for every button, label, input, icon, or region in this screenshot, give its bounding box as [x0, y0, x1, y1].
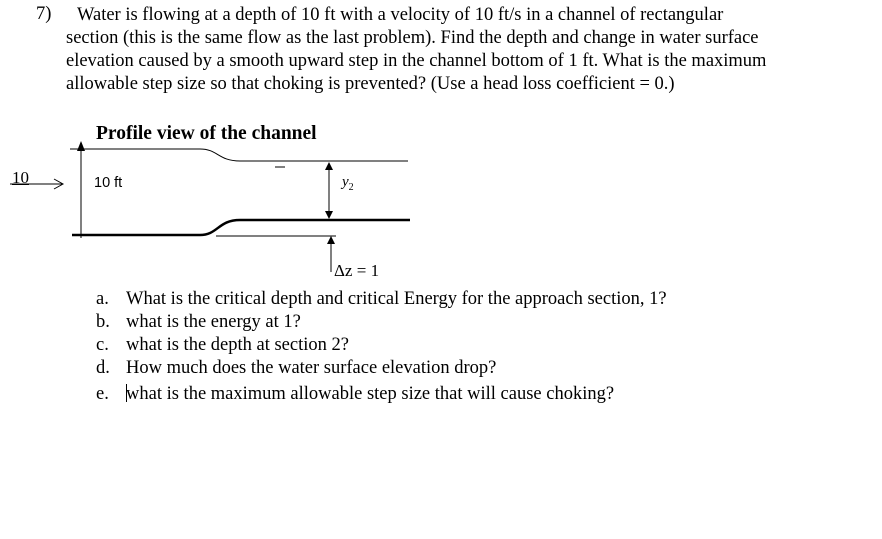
- water-surface-line: [70, 149, 408, 161]
- question-text: what is the energy at 1?: [126, 312, 301, 332]
- question-letter: d.: [96, 358, 110, 378]
- question-c: [96, 335, 349, 356]
- question-letter: c.: [96, 335, 109, 355]
- channel-bottom-line: [72, 220, 410, 235]
- question-text[interactable]: what is the maximum allowable step size that will cause choking?: [126, 384, 615, 404]
- problem-line-4: allowable step size so that choking is prevented? (Use a head loss coefficient = 0.): [66, 74, 675, 94]
- y2-subscript: 2: [348, 182, 354, 193]
- question-e: [96, 384, 614, 405]
- question-d: [96, 358, 496, 379]
- question-text: How much does the water surface elevation drop?: [126, 358, 497, 378]
- problem-number: 7): [36, 4, 52, 24]
- question-text: What is the critical depth and critical Energy for the approach section, 1?: [126, 289, 667, 309]
- problem-line-2: section (this is the same flow as the last problem). Find the depth and change in water surface: [66, 28, 759, 48]
- y2-arrow-top-head: [325, 162, 333, 170]
- question-letter: b.: [96, 312, 110, 332]
- y2-label: $y_2$: [342, 174, 354, 193]
- y2-arrow-bottom-head: [325, 211, 333, 219]
- question-letter: e.: [96, 384, 109, 404]
- question-text: what is the depth at section 2?: [126, 335, 349, 355]
- question-b: [96, 312, 301, 333]
- depth-label: 10 ft: [94, 175, 123, 191]
- problem-line-1: Water is flowing at a depth of 10 ft with a velocity of 10 ft/s in a channel of rectangular: [77, 5, 724, 25]
- question-letter: a.: [96, 289, 109, 309]
- question-a: [96, 289, 667, 310]
- figure-title: Profile view of the channel: [96, 123, 317, 144]
- problem-line-3: elevation caused by a smooth upward step in the channel bottom of 1 ft. What is the maximum: [66, 51, 767, 71]
- step-label: Δz = 1: [334, 261, 380, 280]
- depth-arrow-1-head: [77, 141, 85, 151]
- velocity-label: 10: [12, 168, 29, 187]
- dz-arrow-head: [327, 236, 335, 244]
